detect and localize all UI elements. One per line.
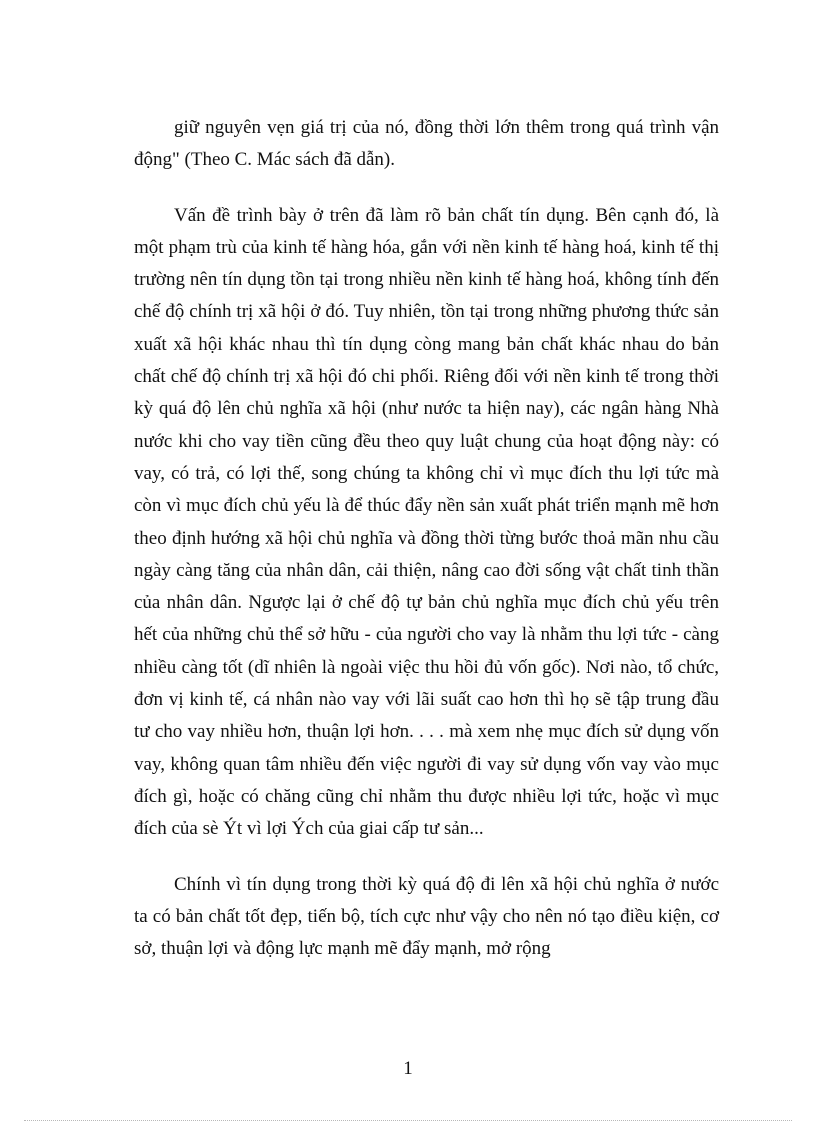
paragraph-credit-nature: Vấn đề trình bày ở trên đã làm rõ bản chất tín dụng. Bên cạnh đó, là một phạm trù của kinh tế hàng hóa, gắn với nền kinh tế hàng hoá, kinh tế thị trường nên tín dụng tồn tại trong nhiều nền kinh tế hàng hoá, không tính đến chế độ chính trị xã hội ở đó. Tuy nhiên, tồn tại trong những phương thức sản xuất xã hội khác nhau thì tín dụng còng mang bản chất khác nhau do bản chất chế độ chính trị xã hội đó chi phối. Riêng đối với nền kinh tế trong thời kỳ quá độ lên chủ nghĩa xã hội (như nước ta hiện nay), các ngân hàng Nhà nước khi cho vay tiền cũng đều theo quy luật chung của hoạt động này: có vay, có trả, có lợi thế, song chúng ta không chỉ vì mục đích thu lợi tức mà còn vì mục đích chủ yếu là để thúc đẩy nền sản xuất phát triển mạnh mẽ hơn theo định hướng xã hội chủ nghĩa và đồng thời từng bước thoả mãn nhu cầu ngày càng tăng của nhân dân, cải thiện, nâng cao đời sống vật chất tinh thần của nhân dân. Ngược lại ở chế độ tự bản chủ nghĩa mục đích chủ yếu trên hết của những chủ thể sở hữu - của người cho vay là nhằm thu lợi tức - càng nhiều càng tốt (dĩ nhiên là ngoài việc thu hồi đủ vốn gốc). Nơi nào, tổ chức, đơn vị kinh tế, cá nhân nào vay với lãi suất cao hơn thì họ sẽ tập trung đầu tư cho vay nhiều hơn, thuận lợi hơn. . . . mà xem nhẹ mục đích sử dụng vốn vay, không quan tâm nhiều đến việc người đi vay sử dụng vốn vay vào mục đích gì, hoặc có chăng cũng chỉ nhằm thu được nhiều lợi tức, hoặc vì mục đích của sè Ýt vì lợi Ých của giai cấp tư sản... <box>134 204 719 840</box>
page-number: 1 <box>403 1058 413 1079</box>
page-body <box>134 112 719 988</box>
footer-divider <box>24 1120 792 1121</box>
paragraph-continuation: giữ nguyên vẹn giá trị của nó, đồng thời lớn thêm trong quá trình vận động" (Theo C. Mác sách đã dẫn). <box>134 117 719 171</box>
paragraph-credit-role: Chính vì tín dụng trong thời kỳ quá độ đi lên xã hội chủ nghĩa ở nước ta có bản chất tốt đẹp, tiến bộ, tích cực như vậy cho nên nó tạo điều kiện, cơ sở, thuận lợi và động lực mạnh mẽ đẩy mạnh, mở rộng <box>134 873 719 960</box>
